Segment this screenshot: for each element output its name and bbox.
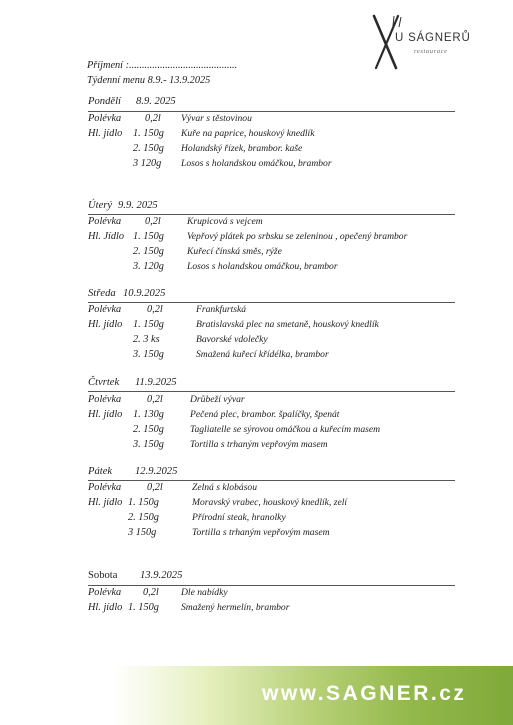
logo-text: U SÁGNERŮ (395, 32, 471, 44)
day-name: Sobota (88, 570, 118, 581)
day-name: Úterý (88, 200, 113, 211)
row-category: Polévka (88, 394, 122, 405)
day-date: 13.9.2025 (140, 570, 183, 581)
row-portion: 1. 150g (133, 231, 164, 242)
row-category: Hl. jídlo (88, 497, 123, 508)
row-dish: Losos s holandskou omáčkou, brambor (181, 158, 332, 169)
row-category: Polévka (88, 482, 122, 493)
row-category: Polévka (88, 216, 122, 227)
row-dish: Bavorské vdolečky (196, 334, 268, 345)
row-dish: Losos s holandskou omáčkou, brambor (187, 261, 338, 272)
surname-dots: .......................................... (129, 60, 238, 71)
day-name: Pondělí (88, 96, 121, 107)
row-category: Polévka (88, 587, 122, 598)
day-date: 10.9.2025 (123, 288, 166, 299)
logo (368, 14, 488, 72)
day-name: Středa (88, 288, 116, 299)
row-portion: 0,2l (145, 216, 161, 227)
row-portion: 0,2l (143, 587, 159, 598)
day-name: Pátek (88, 466, 113, 477)
row-portion: 3 150g (128, 527, 157, 538)
day-underline (88, 111, 455, 112)
row-portion: 3. 120g (133, 261, 164, 272)
week-label: Týdenní menu 8.9.- 13.9.2025 (87, 75, 211, 86)
row-portion: 2. 150g (128, 512, 159, 523)
row-portion: 2. 150g (133, 424, 164, 435)
row-dish: Bratislavská plec na smetaně, houskový knedlík (196, 319, 379, 330)
row-portion: 1. 150g (133, 319, 164, 330)
row-dish: Kuřecí čínská směs, rýže (187, 246, 282, 257)
row-portion: 0,2l (145, 113, 161, 124)
row-dish: Tortilla s trhaným vepřovým masem (192, 527, 330, 538)
row-category: Hl. jídlo (88, 602, 123, 613)
row-dish: Krupicová s vejcem (187, 216, 263, 227)
row-portion: 1. 150g (128, 602, 159, 613)
logo-subtitle: restaurace (414, 48, 448, 55)
row-dish: Smažená kuřecí křídélka, brambor (196, 349, 329, 360)
row-portion: 2. 3 ks (133, 334, 160, 345)
day-name: Čtvrtek (88, 377, 120, 388)
row-category: Hl. jídlo (88, 319, 123, 330)
row-dish: Kuře na paprice, houskový knedlík (181, 128, 315, 139)
row-portion: 3 120g (133, 158, 162, 169)
row-dish: Tortilla s trhaným vepřovým masem (190, 439, 328, 450)
row-portion: 3. 150g (133, 349, 164, 360)
row-category: Hl. jídlo (88, 409, 123, 420)
day-date: 9.9. 2025 (118, 200, 158, 211)
row-portion: 1. 130g (133, 409, 164, 420)
day-date: 11.9.2025 (135, 377, 177, 388)
surname-line (87, 60, 237, 71)
row-portion: 1. 150g (128, 497, 159, 508)
row-dish: Přírodní steak, hranolky (192, 512, 286, 523)
row-dish: Vepřový plátek po srbsku se zeleninou , opečený brambor (187, 231, 408, 242)
row-portion: 2. 150g (133, 143, 164, 154)
row-portion: 1. 150g (133, 128, 164, 139)
surname-label: Příjmení : (87, 60, 130, 71)
day-underline (88, 302, 455, 303)
day-underline (88, 585, 455, 586)
row-category: Hl. Jídlo (88, 231, 125, 242)
row-dish: Vývar s těstovinou (181, 113, 252, 124)
day-underline (88, 214, 455, 215)
day-date: 12.9.2025 (135, 466, 178, 477)
row-portion: 3. 150g (133, 439, 164, 450)
row-dish: Pečená plec, brambor. špalíčky, špenát (190, 409, 340, 420)
row-dish: Zelná s klobásou (192, 482, 258, 493)
day-underline (88, 391, 455, 392)
row-portion: 0,2l (147, 304, 163, 315)
row-dish: Holandský řízek, brambor. kaše (181, 143, 303, 154)
footer-website[interactable]: www.SAGNER.cz (262, 682, 467, 705)
row-category: Polévka (88, 304, 122, 315)
row-dish: Smažený hermelín, brambor (181, 602, 290, 613)
row-dish: Tagliatelle se sýrovou omáčkou a kuřecím masem (190, 424, 381, 435)
row-portion: 0,2l (147, 482, 163, 493)
day-underline (88, 480, 455, 481)
row-dish: Moravský vrabec, houskový knedlík, zelí (192, 497, 348, 508)
row-dish: Frankfurtská (196, 304, 247, 315)
day-date: 8.9. 2025 (136, 96, 176, 107)
row-portion: 0,2l (147, 394, 163, 405)
row-category: Hl. jídlo (88, 128, 123, 139)
row-dish: Dle nabídky (181, 587, 228, 598)
row-portion: 2. 150g (133, 246, 164, 257)
row-category: Polévka (88, 113, 122, 124)
row-dish: Drůbeží vývar (190, 394, 245, 405)
